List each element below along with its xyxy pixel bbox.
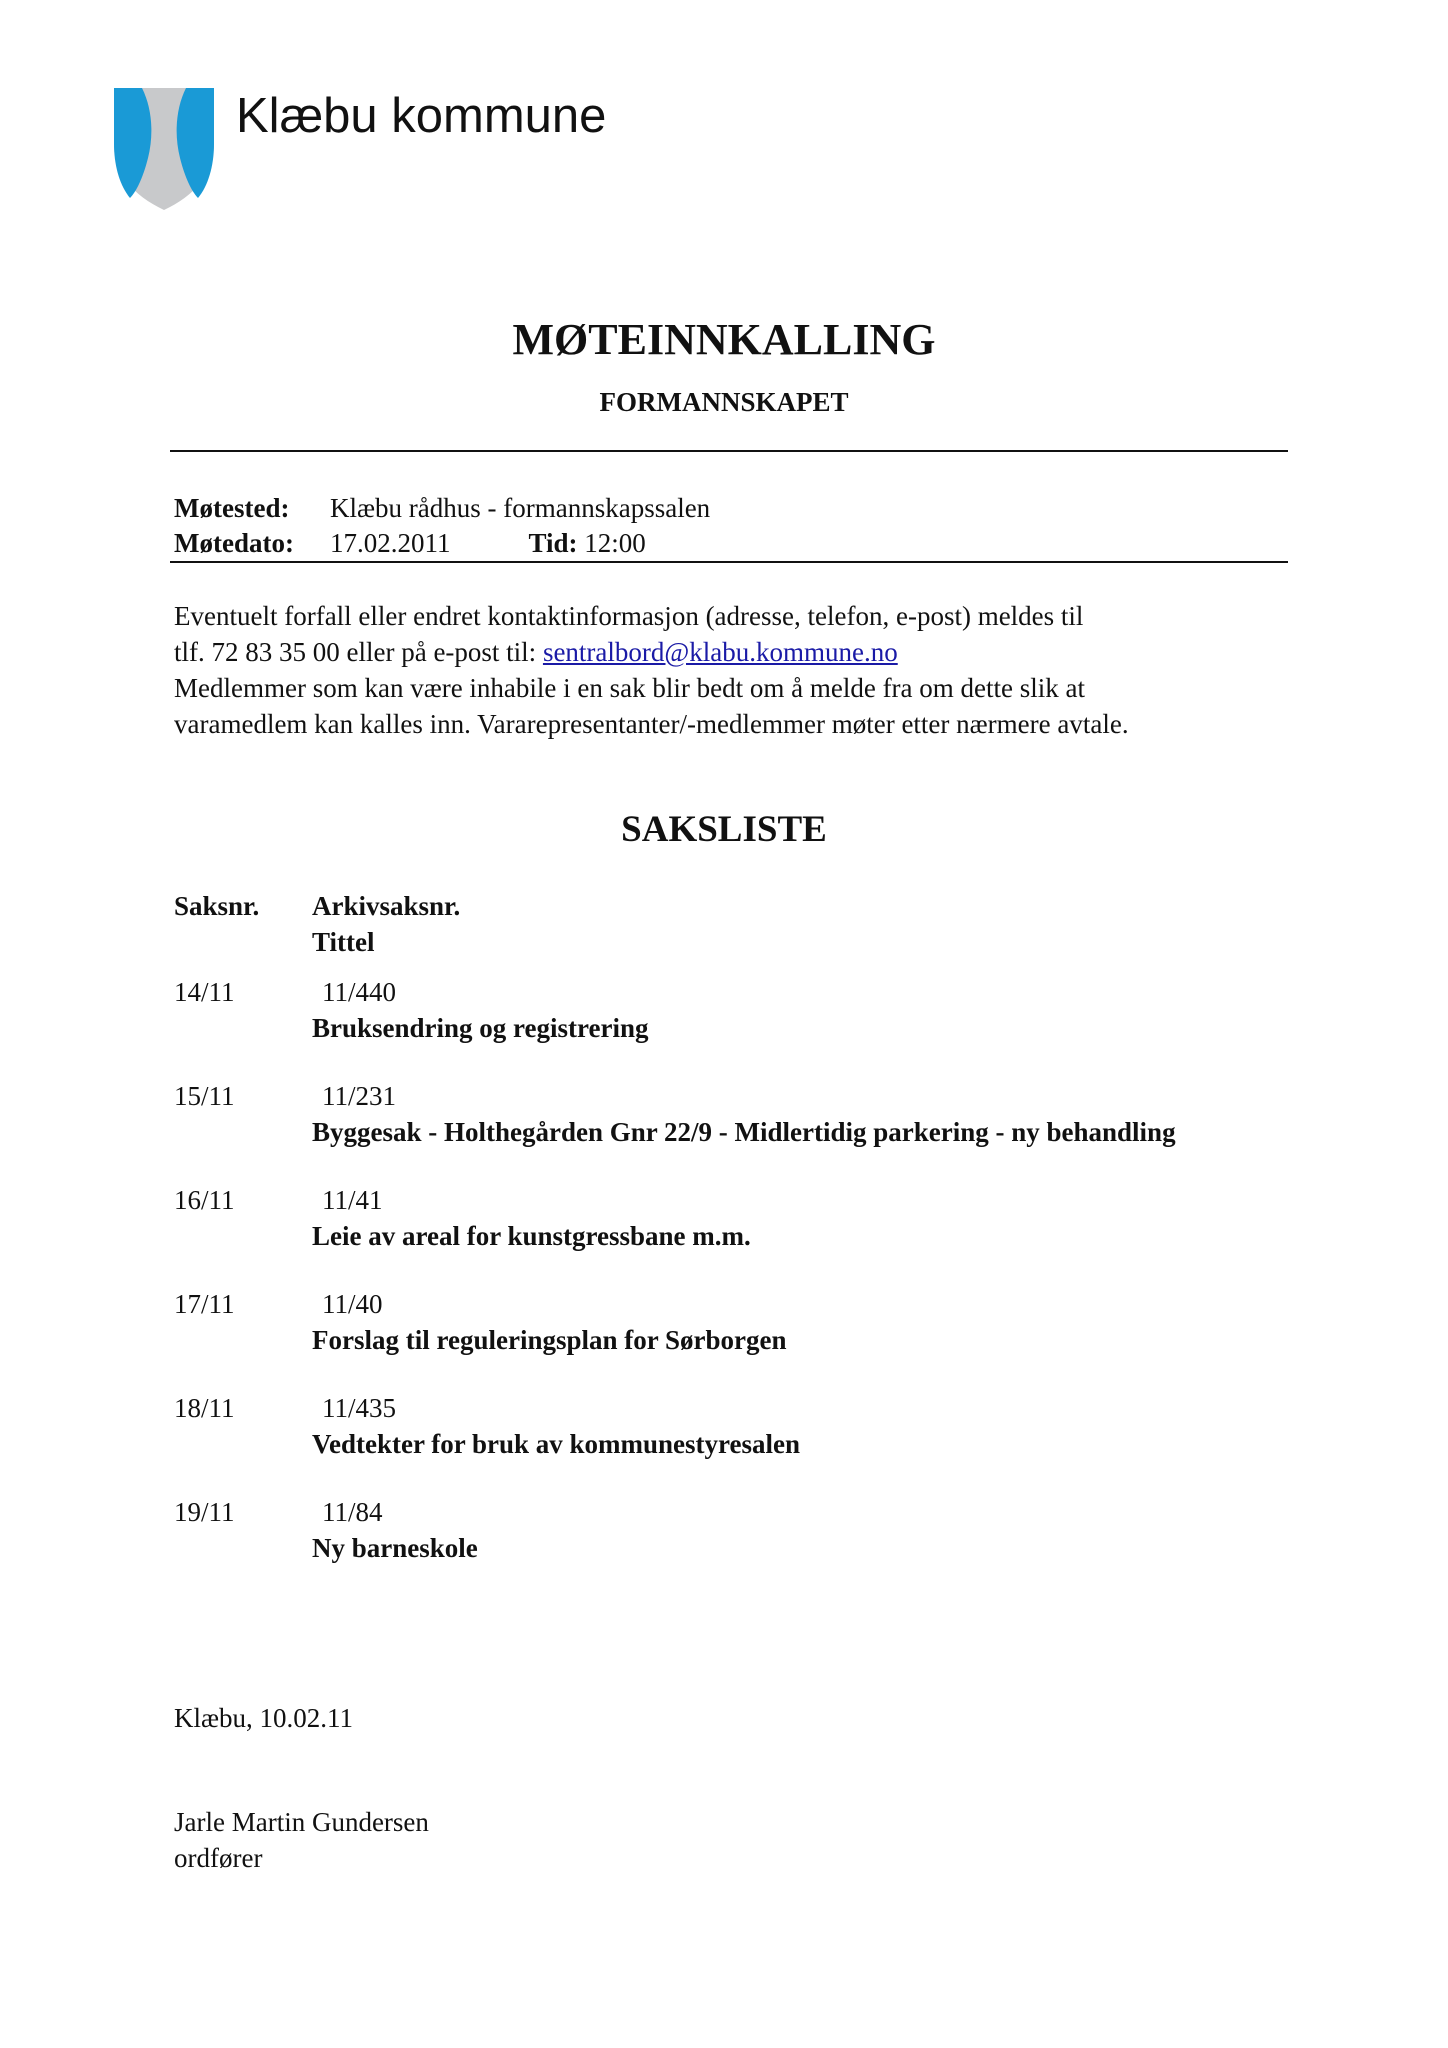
column-header-saksnr: Saksnr. — [174, 891, 260, 921]
archive-case-number: 11/440 — [322, 977, 396, 1007]
coat-of-arms-icon — [112, 86, 216, 212]
case-number: 14/11 — [174, 977, 235, 1007]
case-title: Forslag til reguleringsplan for Sørborgen — [312, 1325, 787, 1355]
place-and-date: Klæbu, 10.02.11 — [174, 1703, 354, 1733]
archive-case-number: 11/84 — [322, 1497, 383, 1527]
meeting-place-row — [174, 490, 710, 526]
notice-line: Medlemmer som kan være inhabile i en sak blir bedt om å melde fra om dette slik at — [174, 673, 1085, 703]
notice-line: varamedlem kan kalles inn. Vararepresentanter/-medlemmer møter etter nærmere avtale. — [174, 709, 1129, 739]
notice-line: Eventuelt forfall eller endret kontaktinformasjon (adresse, telefon, e-post) meldes til — [174, 601, 1084, 631]
case-number: 16/11 — [174, 1185, 235, 1215]
archive-case-number: 11/40 — [322, 1289, 383, 1319]
case-title: Byggesak - Holthegården Gnr 22/9 - Midlertidig parkering - ny behandling — [312, 1117, 1176, 1147]
agenda-header — [174, 888, 1324, 960]
meeting-date-row — [174, 525, 646, 561]
case-title: Ny barneskole — [312, 1533, 478, 1563]
divider-bottom — [170, 561, 1288, 563]
meeting-date-label: Møtedato: — [174, 528, 294, 558]
organization-name: Klæbu kommune — [236, 89, 607, 143]
notice-line — [174, 634, 1324, 670]
case-title: Leie av areal for kunstgressbane m.m. — [312, 1221, 751, 1251]
signer-title: ordfører — [174, 1843, 263, 1873]
case-number: 15/11 — [174, 1081, 235, 1111]
meeting-time-value: 12:00 — [584, 528, 646, 558]
agenda-list — [174, 888, 1324, 1598]
document-title: MØTEINNKALLING — [512, 315, 936, 364]
case-title: Bruksendring og registrering — [312, 1013, 649, 1043]
signer-name: Jarle Martin Gundersen — [174, 1807, 429, 1837]
meeting-time-label: Tid: — [528, 528, 578, 558]
meeting-place-label: Møtested: — [174, 493, 290, 523]
case-title: Vedtekter for bruk av kommunestyresalen — [312, 1429, 801, 1459]
case-number: 17/11 — [174, 1289, 235, 1319]
committee-name: FORMANNSKAPET — [599, 387, 849, 417]
archive-case-number: 11/41 — [322, 1185, 383, 1215]
agenda-item — [174, 1078, 1324, 1150]
column-header-arkivsaksnr: Arkivsaksnr. — [312, 891, 461, 921]
agenda-item — [174, 1286, 1324, 1358]
agenda-item — [174, 1182, 1324, 1254]
agenda-heading: SAKSLISTE — [621, 809, 827, 850]
agenda-item — [174, 1390, 1324, 1462]
case-number: 19/11 — [174, 1497, 235, 1527]
notice-phone-text: tlf. 72 83 35 00 eller på e-post til: — [174, 637, 543, 667]
notice-paragraph — [174, 598, 1324, 742]
archive-case-number: 11/435 — [322, 1393, 396, 1423]
agenda-item — [174, 974, 1324, 1046]
case-number: 18/11 — [174, 1393, 235, 1423]
email-link[interactable]: sentralbord@klabu.kommune.no — [542, 637, 898, 667]
agenda-item — [174, 1494, 1324, 1566]
divider-top — [170, 450, 1288, 452]
column-header-tittel: Tittel — [312, 927, 375, 957]
archive-case-number: 11/231 — [322, 1081, 396, 1111]
meeting-date-value: 17.02.2011 — [330, 528, 451, 558]
meeting-place-value: Klæbu rådhus - formannskapssalen — [330, 493, 711, 523]
signature-block — [174, 1804, 429, 1876]
